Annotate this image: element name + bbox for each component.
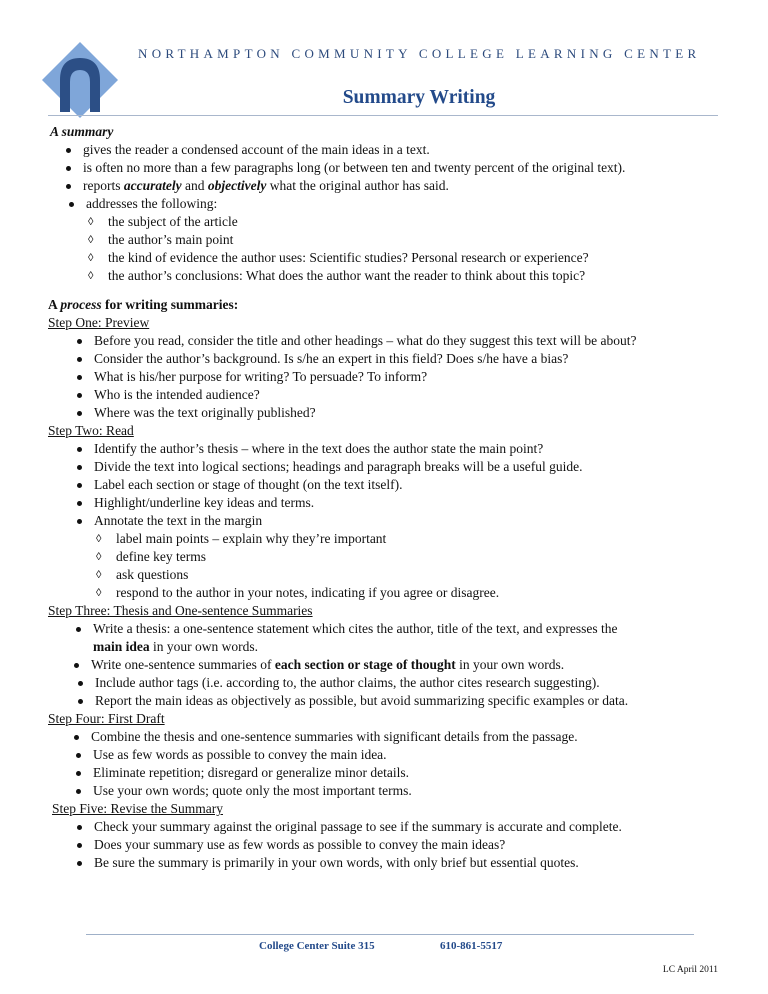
list-subitem: ◊ the author’s main point bbox=[88, 232, 234, 247]
list-subitem: ◊ the author’s conclusions: What does the author want the reader to think about this topic? bbox=[88, 268, 586, 283]
list-item: Include author tags (i.e. according to, the author claims, the author cites research suggesting). bbox=[95, 675, 600, 690]
list-subitem: ◊ the subject of the article bbox=[88, 214, 238, 229]
list-item-continuation: main idea in your own words. bbox=[93, 639, 259, 654]
list-subitem: ◊ ask questions bbox=[96, 567, 189, 582]
list-item: Check your summary against the original passage to see if the summary is accurate and complete. bbox=[94, 819, 622, 834]
list-item: Identify the author’s thesis – where in the text does the author state the main point? bbox=[94, 441, 544, 456]
list-item: Annotate the text in the margin bbox=[94, 513, 263, 528]
list-item: addresses the following: bbox=[86, 196, 218, 211]
list-item: Be sure the summary is primarily in your own words, with only brief but essential quotes. bbox=[94, 855, 579, 870]
list-item: Consider the author’s background. Is s/he an expert in this field? Does s/he have a bias? bbox=[94, 351, 569, 366]
list-item: Combine the thesis and one-sentence summaries with significant details from the passage. bbox=[91, 729, 578, 744]
list-item: reports accurately and objectively what the original author has said. bbox=[83, 178, 449, 193]
footer-location: College Center Suite 315 bbox=[259, 940, 375, 952]
list-item: Where was the text originally published? bbox=[94, 405, 316, 420]
document-version: LC April 2011 bbox=[662, 965, 718, 975]
list-item: Use your own words; quote only the most important terms. bbox=[93, 783, 412, 798]
list-subitem: ◊ define key terms bbox=[96, 549, 206, 564]
page-title: Summary Writing bbox=[342, 87, 496, 108]
footer-phone: 610-861-5517 bbox=[440, 940, 503, 952]
list-item: Highlight/underline key ideas and terms. bbox=[94, 495, 315, 510]
step-three-title: Step Three: Thesis and One-sentence Summaries bbox=[48, 603, 313, 618]
summary-heading: A summary bbox=[50, 124, 114, 139]
step-five-title: Step Five: Revise the Summary bbox=[52, 801, 223, 816]
list-item: Divide the text into logical sections; headings and paragraph breaks will be a useful guide. bbox=[94, 459, 583, 474]
list-item: Write one-sentence summaries of each section or stage of thought in your own words. bbox=[91, 657, 565, 672]
org-name: NORTHAMPTON COMMUNITY COLLEGE LEARNING CENTER bbox=[138, 46, 701, 61]
list-item: Write a thesis: a one-sentence statement which cites the author, title of the text, and expresses the bbox=[93, 621, 618, 636]
footer-divider bbox=[86, 934, 694, 935]
list-item: Report the main ideas as objectively as possible, but avoid summarizing specific examples or data. bbox=[95, 693, 629, 708]
list-item: Before you read, consider the title and other headings – what do they suggest this text will be about? bbox=[94, 333, 637, 348]
list-item: Eliminate repetition; disregard or generalize minor details. bbox=[93, 765, 410, 780]
list-subitem: ◊ the kind of evidence the author uses: Scientific studies? Personal research or experience? bbox=[88, 250, 589, 265]
list-item: Does your summary use as few words as possible to convey the main ideas? bbox=[94, 837, 506, 852]
list-item: Label each section or stage of thought (on the text itself). bbox=[94, 477, 403, 492]
list-item: Who is the intended audience? bbox=[94, 387, 260, 402]
process-heading: A process for writing summaries: bbox=[48, 297, 239, 312]
step-four-title: Step Four: First Draft bbox=[48, 711, 165, 726]
list-item: is often no more than a few paragraphs long (or between ten and twenty percent of the original text). bbox=[83, 160, 626, 175]
list-subitem: ◊ label main points – explain why they’re important bbox=[96, 531, 387, 546]
step-two-title: Step Two: Read bbox=[48, 423, 134, 438]
header-divider bbox=[48, 115, 718, 116]
list-subitem: ◊ respond to the author in your notes, indicating if you agree or disagree. bbox=[96, 585, 500, 600]
list-item: gives the reader a condensed account of the main ideas in a text. bbox=[83, 142, 430, 157]
list-item: Use as few words as possible to convey the main idea. bbox=[93, 747, 387, 762]
list-item: What is his/her purpose for writing? To persuade? To inform? bbox=[94, 369, 428, 384]
step-one-title: Step One: Preview bbox=[48, 315, 150, 330]
